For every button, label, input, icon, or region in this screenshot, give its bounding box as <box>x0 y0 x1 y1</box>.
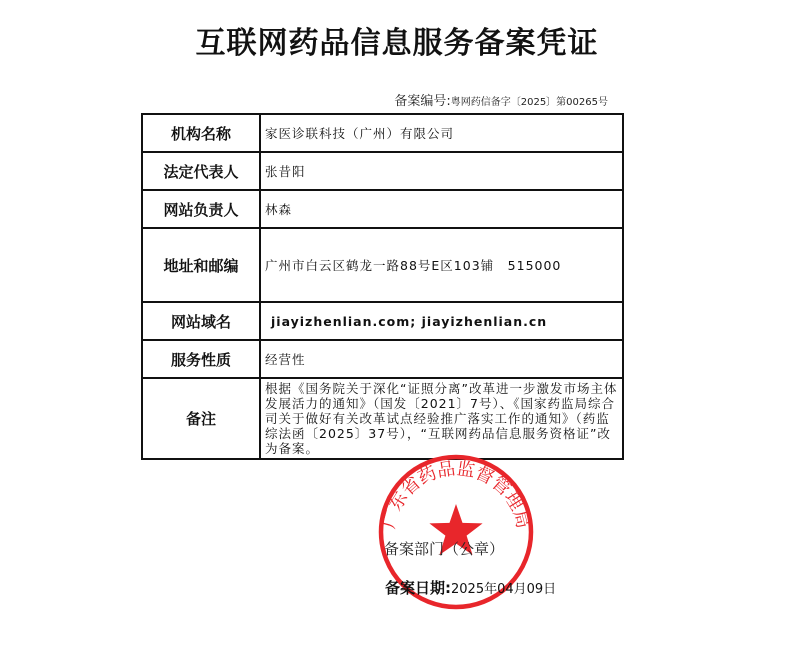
registration-value: 粤网药信备字〔2025〕第00265号 <box>450 97 608 108</box>
table-row <box>142 228 623 302</box>
table-row <box>142 114 623 152</box>
org-name-value: 家医诊联科技（广州）有限公司 <box>260 114 623 152</box>
document-title: 互联网药品信息服务备案凭证 <box>195 26 599 61</box>
registration-label: 备案编号: <box>394 94 451 109</box>
seal-text: 广东省药品监督管理局 <box>378 458 534 531</box>
site-manager-value: 林森 <box>260 190 623 228</box>
domain-value: jiayizhenlian.com; jiayizhenlian.cn <box>260 302 623 340</box>
row-label: 网站负责人 <box>142 190 260 228</box>
table-row <box>142 190 623 228</box>
table-row <box>142 302 623 340</box>
row-label: 服务性质 <box>142 340 260 378</box>
row-label: 备注 <box>142 378 260 459</box>
row-label: 法定代表人 <box>142 152 260 190</box>
date-label: 备案日期: <box>385 579 451 597</box>
info-table <box>141 113 624 460</box>
row-label: 网站域名 <box>142 302 260 340</box>
address-value: 广州市白云区鹤龙一路88号E区103铺 515000 <box>260 228 623 302</box>
legal-rep-value: 张昔阳 <box>260 152 623 190</box>
row-label: 机构名称 <box>142 114 260 152</box>
table-row <box>142 378 623 459</box>
registration-number <box>394 90 608 109</box>
table-row <box>142 152 623 190</box>
table-row <box>142 340 623 378</box>
record-date <box>385 577 556 598</box>
service-nature-value: 经营性 <box>260 340 623 378</box>
date-value: 2025年04月09日 <box>451 582 557 597</box>
department-label: 备案部门（公章） <box>384 540 505 558</box>
remarks-value: 根据《国务院关于深化“证照分离”改革进一步激发市场主体发展活力的通知》（国发〔2021〕7号）、《国家药监局综合司关于做好有关改革试点经验推广落实工作的通知》（药监综法函〔2025〕37号），“互联网药品信息服务资格证”改为备案。 <box>260 378 623 459</box>
row-label: 地址和邮编 <box>142 228 260 302</box>
